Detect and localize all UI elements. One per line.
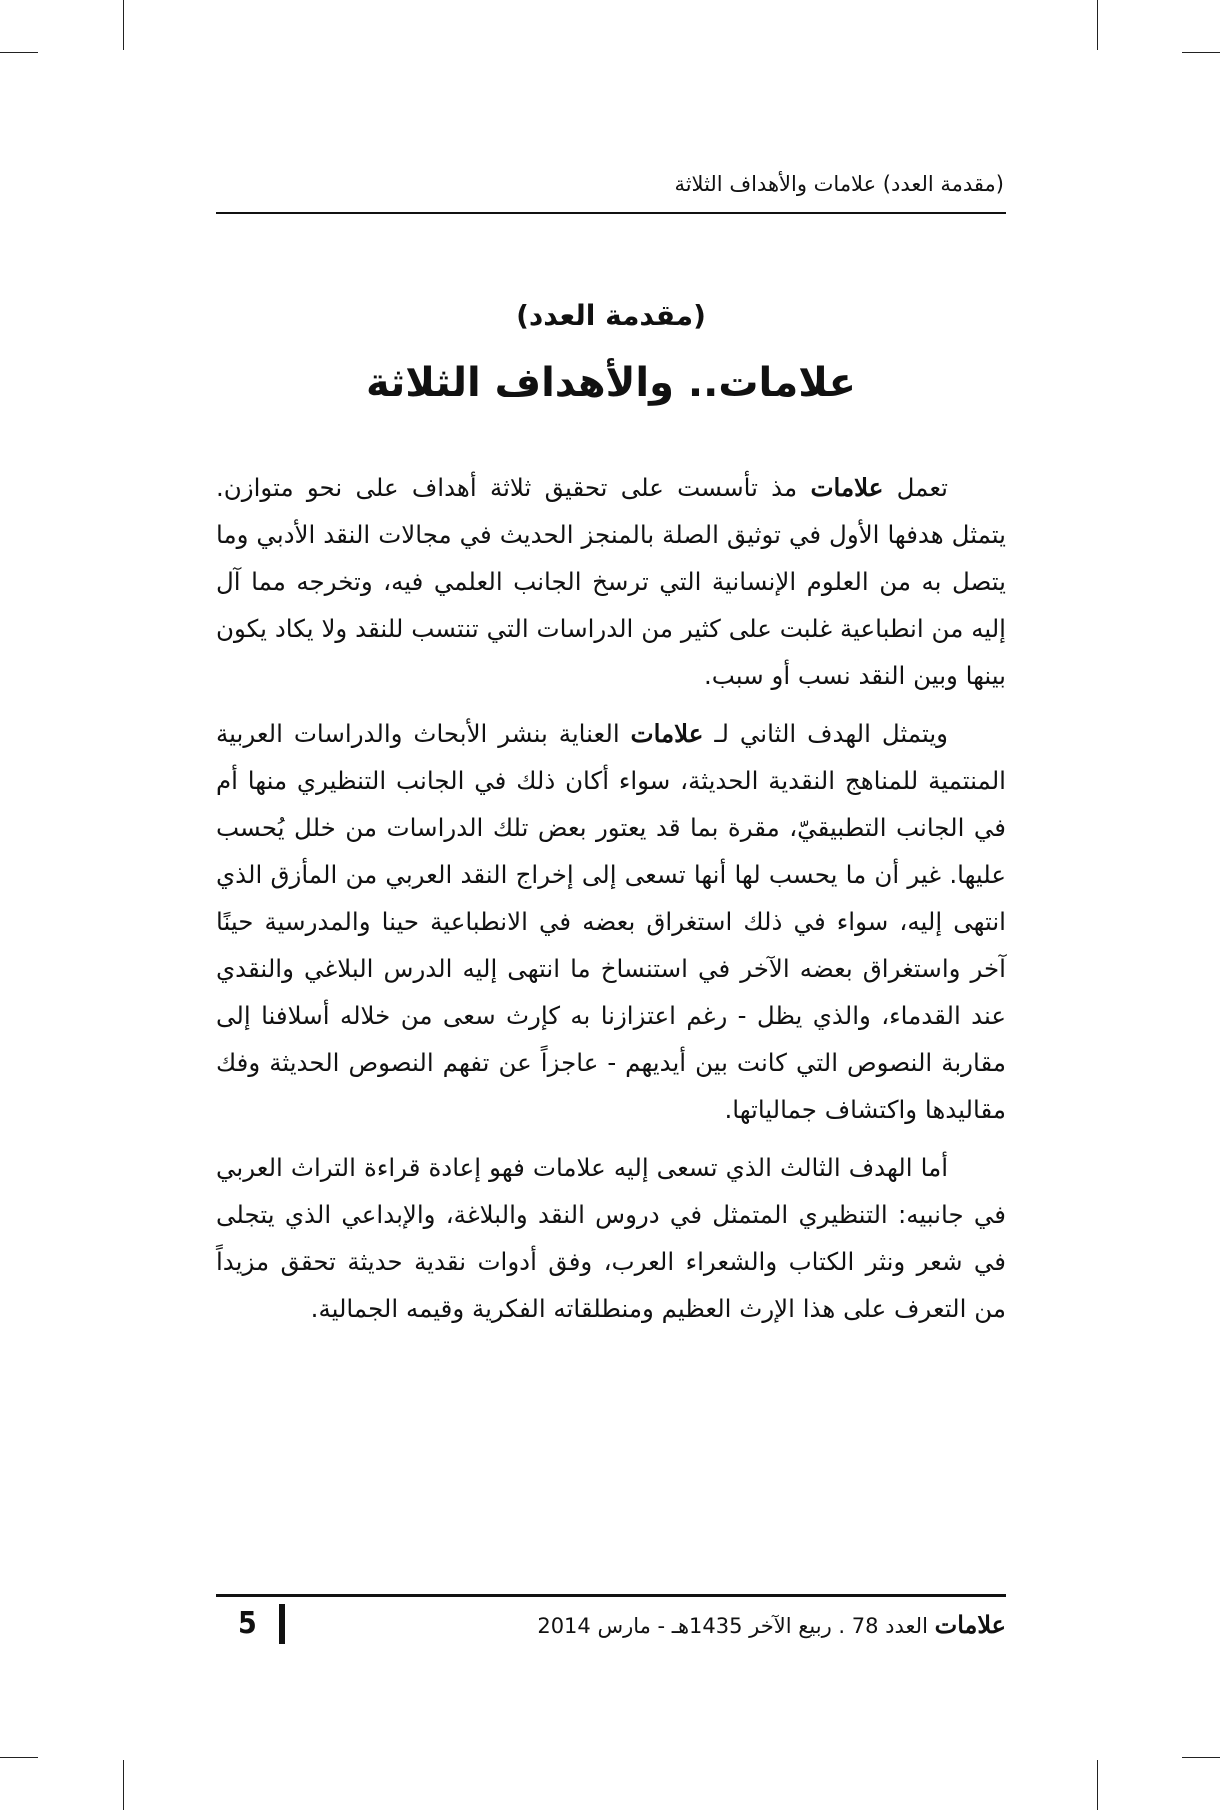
paragraph-1 [216, 464, 1006, 699]
issue-info [300, 1610, 1006, 1641]
article-body [216, 464, 1006, 1343]
issue-text: العدد 78 . ربيع الآخر 1435هـ - مارس 2014 [537, 1614, 935, 1638]
paragraph-3 [216, 1144, 1006, 1332]
page-number: 5 [238, 1606, 257, 1641]
paragraph-2 [216, 710, 1006, 1133]
paragraph-text: تعمل [883, 473, 948, 502]
crop-mark [1182, 52, 1220, 53]
crop-mark [0, 1757, 38, 1758]
header-rule [216, 212, 1006, 214]
footer-brand: علامات [934, 1610, 1006, 1639]
running-header: (مقدمة العدد) علامات والأهداف الثلاثة [674, 172, 1004, 196]
page-footer [216, 1604, 1006, 1648]
section-kicker: (مقدمة العدد) [516, 299, 706, 332]
brand-name: علامات [630, 719, 704, 748]
crop-mark [0, 52, 38, 53]
crop-mark [1097, 1760, 1098, 1810]
footer-rule [216, 1594, 1006, 1597]
paragraph-text: أما الهدف الثالث الذي تسعى إليه علامات فهو إعادة قراءة التراث العربي في جانبيه: التنظيري المتمثل في دروس النقد والبلاغة، والإبداعي الذي يتجلى في شعر ونثر الكتاب والشعراء العرب، وفق أدوات نقدية حديثة تحقق مزيداً من التعرف على هذا الإرث العظيم ومنطلقاته الفكرية وقيمه الجمالية. [216, 1153, 1006, 1323]
paragraph-text: مذ تأسست على تحقيق ثلاثة أهداف على نحو متوازن. يتمثل هدفها الأول في توثيق الصلة بالمنجز الحديث في مجالات النقد الأدبي وما يتصل به من العلوم الإنسانية التي ترسخ الجانب العلمي فيه، وتخرجه مما آل إليه من انطباعية غلبت على كثير من الدراسات التي تنتسب للنقد ولا يكاد يكون بينها وبين النقد نسب أو سبب. [216, 473, 1006, 690]
crop-mark [123, 1760, 124, 1810]
brand-name: علامات [810, 473, 884, 502]
paragraph-text: العناية بنشر الأبحاث والدراسات العربية المنتمية للمناهج النقدية الحديثة، سواء أكان ذلك في الجانب التنظيري منها أم في الجانب التطبيقيّ، مقرة بما قد يعتور بعض تلك الدراسات من خلل يُحسب عليها. غير أن ما يحسب لها أنها تسعى إلى إخراج النقد العربي من المأزق الذي انتهى إليه، سواء في ذلك استغراق بعضه في الانطباعية حينا والمدرسية حينًا آخر واستغراق بعضه الآخر في استنساخ ما انتهى إليه الدرس البلاغي والنقدي عند القدماء، والذي يظل - رغم اعتزازنا به كإرث سعى من خلاله أسلافنا إلى مقاربة النصوص التي كانت بين أيديهم - عاجزاً عن تفهم النصوص الحديثة وفك مقاليدها واكتشاف جمالياتها. [216, 719, 1006, 1124]
crop-mark [1097, 0, 1098, 50]
paragraph-text: ويتمثل الهدف الثاني لـ [703, 719, 948, 748]
crop-mark [1182, 1757, 1220, 1758]
footer-separator [279, 1604, 285, 1644]
page-title: علامات.. والأهداف الثلاثة [366, 360, 856, 406]
crop-mark [123, 0, 124, 50]
